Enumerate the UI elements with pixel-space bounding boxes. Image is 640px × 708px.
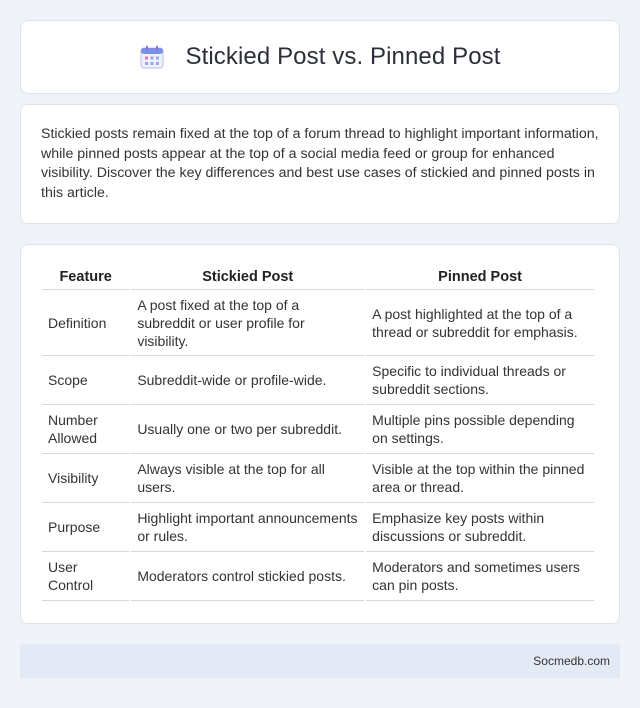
- table-row: [42, 552, 594, 601]
- calendar-icon: [139, 44, 165, 70]
- title-card: [20, 20, 620, 94]
- stickied-post-cell: Highlight important announcements or rules.: [131, 503, 364, 552]
- comparison-table: [40, 265, 596, 601]
- table-row: [42, 503, 594, 552]
- pinned-post-cell: Specific to individual threads or subreddit sections.: [366, 356, 594, 405]
- table-card: [20, 244, 620, 624]
- feature-cell: Scope: [42, 356, 129, 405]
- pinned-post-cell: A post highlighted at the top of a thread or subreddit for emphasis.: [366, 290, 594, 356]
- pinned-post-cell: Multiple pins possible depending on settings.: [366, 405, 594, 454]
- feature-cell: Number Allowed: [42, 405, 129, 454]
- column-header-feature: Feature: [42, 265, 129, 290]
- footer-site-link[interactable]: Socmedb.com: [533, 654, 610, 668]
- intro-card: [20, 104, 620, 224]
- footer-bar: [20, 644, 620, 678]
- stickied-post-cell: Subreddit-wide or profile-wide.: [131, 356, 364, 405]
- page-title: Stickied Post vs. Pinned Post: [185, 43, 501, 70]
- stickied-post-cell: Always visible at the top for all users.: [131, 454, 364, 503]
- column-header-pinned-post: Pinned Post: [366, 265, 594, 290]
- intro-text: Stickied posts remain fixed at the top of a forum thread to highlight important information, while pinned posts appear at the top of a social media feed or group for enhanced visibility. Discover the key differences and best use cases of stickied and pinned posts in this article.: [41, 126, 599, 201]
- feature-cell: Visibility: [42, 454, 129, 503]
- stickied-post-cell: A post fixed at the top of a subreddit or user profile for visibility.: [131, 290, 364, 356]
- feature-cell: Purpose: [42, 503, 129, 552]
- pinned-post-cell: Emphasize key posts within discussions or subreddit.: [366, 503, 594, 552]
- table-row: [42, 405, 594, 454]
- pinned-post-cell: Visible at the top within the pinned area or thread.: [366, 454, 594, 503]
- pinned-post-cell: Moderators and sometimes users can pin posts.: [366, 552, 594, 601]
- table-row: [42, 454, 594, 503]
- column-header-stickied-post: Stickied Post: [131, 265, 364, 290]
- table-header-row: [42, 265, 594, 290]
- feature-cell: User Control: [42, 552, 129, 601]
- stickied-post-cell: Moderators control stickied posts.: [131, 552, 364, 601]
- feature-cell: Definition: [42, 290, 129, 356]
- table-row: [42, 290, 594, 356]
- stickied-post-cell: Usually one or two per subreddit.: [131, 405, 364, 454]
- table-row: [42, 356, 594, 405]
